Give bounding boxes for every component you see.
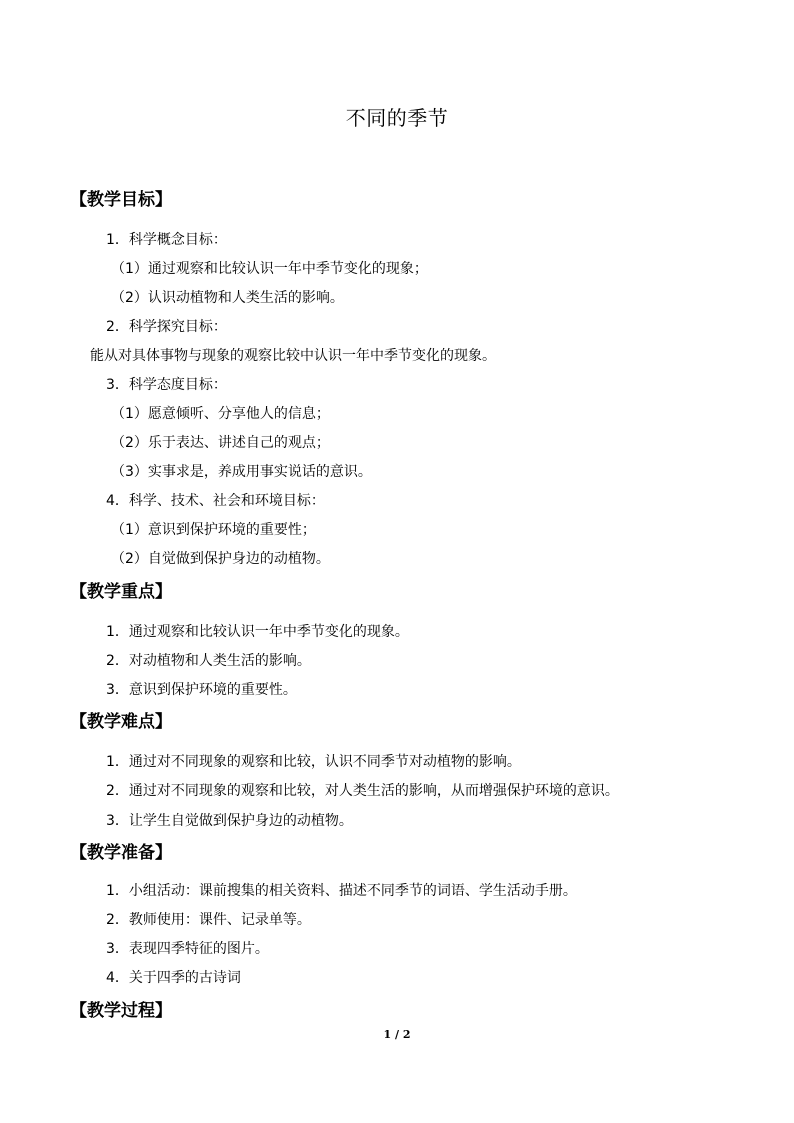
preparation-line: 3．表现四季特征的图片。 [106,941,269,957]
preparation-heading: 【教学准备】 [70,843,172,863]
difficulties-line: 2．通过对不同现象的观察和比较，对人类生活的影响，从而增强保护环境的意识。 [106,783,619,799]
objectives-line: （2）自觉做到保护身边的动植物。 [111,551,330,567]
key-points-line: 2．对动植物和人类生活的影响。 [106,653,311,669]
page-number: 1 / 2 [383,1028,411,1041]
objectives-line: （3）实事求是，养成用事实说话的意识。 [111,464,372,480]
objectives-line: （1）愿意倾听、分享他人的信息； [111,406,330,422]
objectives-line: 3．科学态度目标： [106,377,227,393]
key-points-heading: 【教学重点】 [70,582,172,602]
difficulties-line: 3．让学生自觉做到保护身边的动植物。 [106,813,353,829]
preparation-line: 1．小组活动：课前搜集的相关资料、描述不同季节的词语、学生活动手册。 [106,883,577,899]
process-heading: 【教学过程】 [70,1001,172,1021]
objectives-line: （1）通过观察和比较认识一年中季节变化的现象； [111,261,428,277]
key-points-line: 1．通过观察和比较认识一年中季节变化的现象。 [106,624,409,640]
preparation-line: 2．教师使用：课件、记录单等。 [106,912,311,928]
objectives-line: （1）意识到保护环境的重要性； [111,522,316,538]
objectives-line: 4．科学、技术、社会和环境目标： [106,493,325,509]
difficulties-heading: 【教学难点】 [70,712,172,732]
objectives-line: （2）乐于表达、讲述自己的观点； [111,435,330,451]
preparation-line: 4．关于四季的古诗词 [106,970,241,986]
difficulties-line: 1．通过对不同现象的观察和比较，认识不同季节对动植物的影响。 [106,754,521,770]
objectives-line: 1．科学概念目标： [106,232,227,248]
objectives-line: 能从对具体事物与现象的观察比较中认识一年中季节变化的现象。 [90,348,496,364]
objectives-heading: 【教学目标】 [70,190,172,210]
objectives-line: 2．科学探究目标： [106,319,227,335]
objectives-line: （2）认识动植物和人类生活的影响。 [111,290,344,306]
document-title: 不同的季节 [345,106,449,130]
key-points-line: 3．意识到保护环境的重要性。 [106,682,297,698]
